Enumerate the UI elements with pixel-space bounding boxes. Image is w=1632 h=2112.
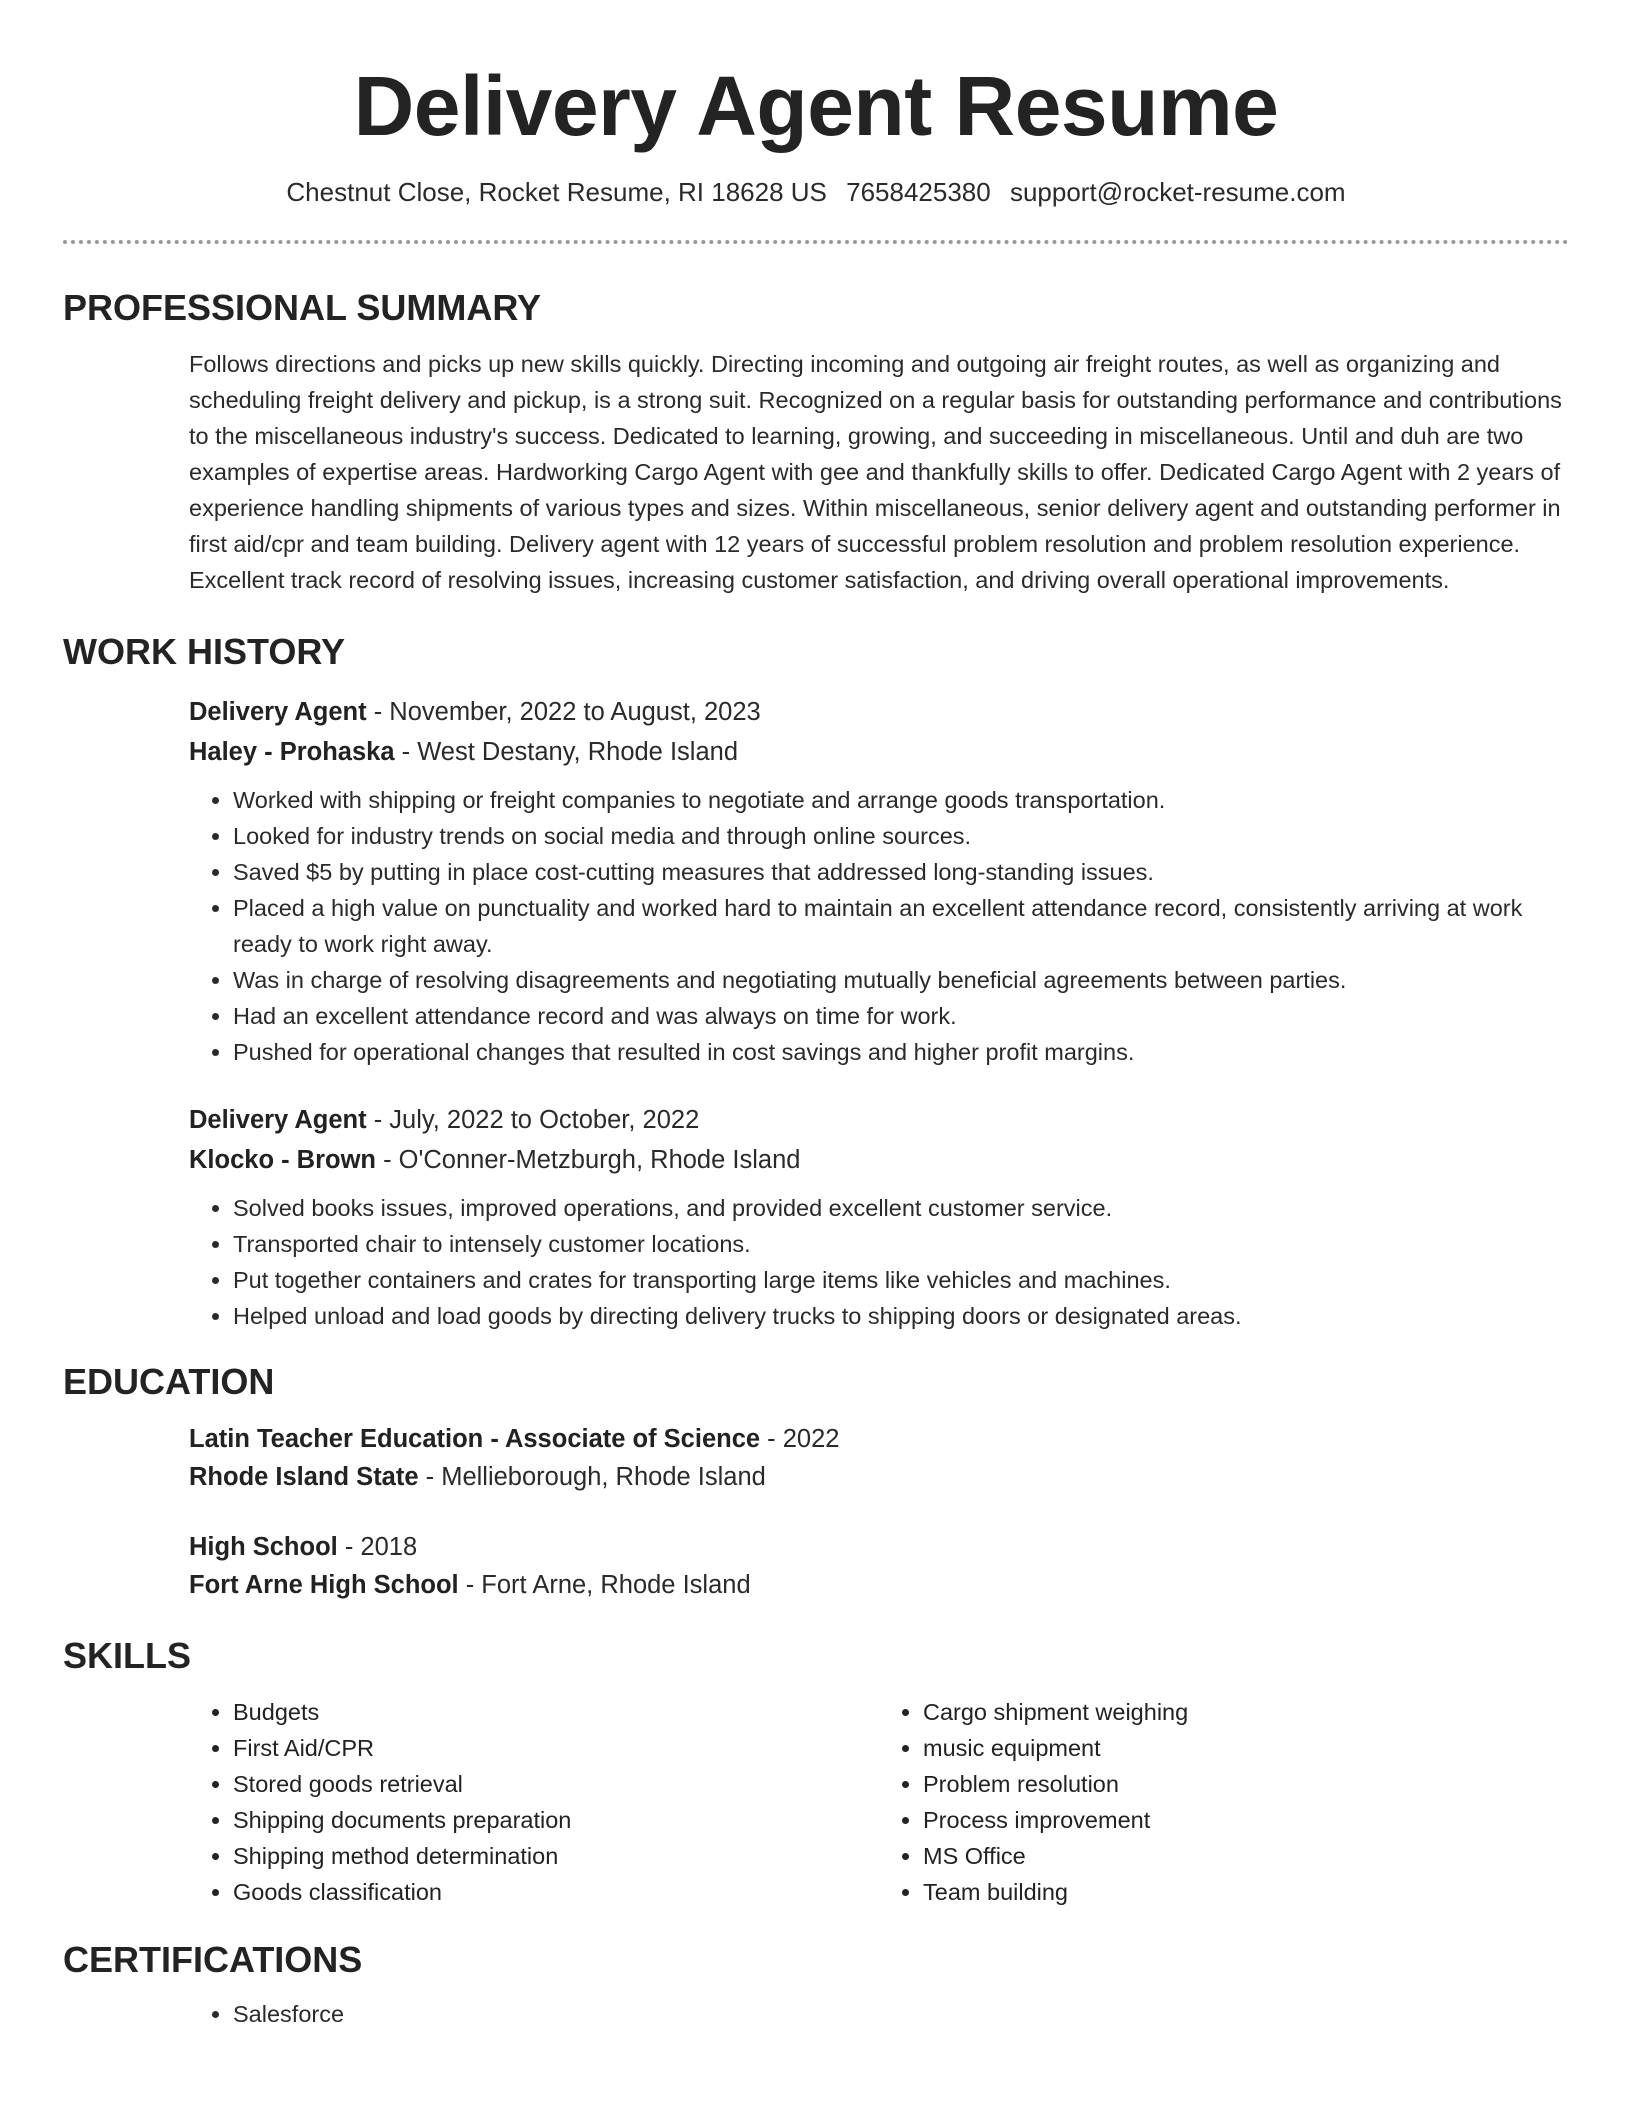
education-degree: Latin Teacher Education - Associate of Science [189, 1425, 761, 1453]
header-divider [63, 240, 1569, 244]
contact-phone: 7658425380 [846, 177, 991, 207]
skills-grid [189, 1694, 1569, 1910]
list-item: • Put together containers and crates for transporting large items like vehicles and machines. [233, 1262, 1569, 1298]
skills-column-right [879, 1694, 1569, 1910]
summary-text: Follows directions and picks up new skills quickly. Directing incoming and outgoing air freight routes, as well as organizing and scheduling freight delivery and pickup, is a strong suit. Recognized on a regular basis for outstanding performance and contributions to the miscellaneous industry's success. Dedicated to learning, growing, and succeeding in miscellaneous. Until and duh are two examples of expertise areas. Hardworking Cargo Agent with gee and thankfully skills to offer. Dedicated Cargo Agent with 2 years of experience handling shipments of various types and sizes. Within miscellaneous, senior delivery agent and outstanding performer in first aid/cpr and team building. Delivery agent with 12 years of successful problem resolution and problem resolution experience. Excellent track record of resolving issues, increasing customer satisfaction, and driving overall operational improvements. [189, 351, 1562, 593]
certifications-bullets [189, 1996, 1569, 2032]
list-item: • Looked for industry trends on social media and through online sources. [233, 818, 1569, 854]
list-item: • Shipping method determination [233, 1838, 879, 1874]
job-company-line [189, 1140, 1569, 1180]
list-item: • Cargo shipment weighing [923, 1694, 1569, 1730]
list-item: • Pushed for operational changes that resulted in cost savings and higher profit margins. [233, 1034, 1569, 1070]
job-title-line [189, 1100, 1569, 1140]
list-item: • Problem resolution [923, 1766, 1569, 1802]
education-location: - Mellieborough, Rhode Island [418, 1463, 766, 1491]
list-item: • music equipment [923, 1730, 1569, 1766]
education-school: Rhode Island State [189, 1463, 419, 1491]
job-entry [189, 1100, 1569, 1334]
education-school-line [189, 1566, 1569, 1604]
job-company-line [189, 732, 1569, 772]
list-item: • Worked with shipping or freight companies to negotiate and arrange goods transportation. [233, 782, 1569, 818]
job-bullets [189, 782, 1569, 1070]
education-entry [189, 1420, 1569, 1496]
education-year: - 2018 [337, 1533, 418, 1561]
certifications-heading: CERTIFICATIONS [63, 1939, 363, 1980]
education-school-line [189, 1458, 1569, 1496]
list-item: • Saved $5 by putting in place cost-cutting measures that addressed long-standing issues. [233, 854, 1569, 890]
list-item: • MS Office [923, 1838, 1569, 1874]
education-year: - 2022 [760, 1425, 840, 1453]
job-dates: - November, 2022 to August, 2023 [366, 698, 761, 726]
job-location: - West Destany, Rhode Island [394, 738, 738, 766]
education-entry [189, 1528, 1569, 1604]
education-school: Fort Arne High School [189, 1571, 459, 1599]
job-title-line [189, 692, 1569, 732]
list-item: • Placed a high value on punctuality and worked hard to maintain an excellent attendance record, consistently arriving at work ready to work right away. [233, 890, 1569, 962]
summary-heading: PROFESSIONAL SUMMARY [63, 287, 542, 328]
job-entry [189, 692, 1569, 1070]
list-item: • Had an excellent attendance record and was always on time for work. [233, 998, 1569, 1034]
job-company: Haley - Prohaska [189, 738, 395, 766]
list-item: • Shipping documents preparation [233, 1802, 879, 1838]
list-item: • Salesforce [233, 1996, 1569, 2032]
list-item: • Stored goods retrieval [233, 1766, 879, 1802]
skills-column-left [189, 1694, 879, 1910]
job-location: - O'Conner-Metzburgh, Rhode Island [376, 1146, 801, 1174]
job-title: Delivery Agent [189, 1106, 367, 1134]
job-bullets [189, 1190, 1569, 1334]
job-company: Klocko - Brown [189, 1146, 377, 1174]
list-item: • Was in charge of resolving disagreements and negotiating mutually beneficial agreements between parties. [233, 962, 1569, 998]
job-dates: - July, 2022 to October, 2022 [366, 1106, 700, 1134]
list-item: • Helped unload and load goods by directing delivery trucks to shipping doors or designated areas. [233, 1298, 1569, 1334]
contact-line [0, 176, 1632, 208]
list-item: • First Aid/CPR [233, 1730, 879, 1766]
list-item: • Team building [923, 1874, 1569, 1910]
job-title: Delivery Agent [189, 698, 367, 726]
education-location: - Fort Arne, Rhode Island [458, 1571, 751, 1599]
list-item: • Solved books issues, improved operations, and provided excellent customer service. [233, 1190, 1569, 1226]
contact-address: Chestnut Close, Rocket Resume, RI 18628 US [286, 177, 827, 207]
list-item: • Transported chair to intensely customer locations. [233, 1226, 1569, 1262]
education-heading: EDUCATION [63, 1361, 275, 1402]
work-history-heading: WORK HISTORY [63, 631, 346, 672]
education-degree-line [189, 1420, 1569, 1458]
resume-title: Delivery Agent Resume [353, 59, 1279, 153]
list-item: • Process improvement [923, 1802, 1569, 1838]
list-item: • Budgets [233, 1694, 879, 1730]
education-degree: High School [189, 1533, 338, 1561]
skills-heading: SKILLS [63, 1635, 192, 1676]
list-item: • Goods classification [233, 1874, 879, 1910]
education-degree-line [189, 1528, 1569, 1566]
certifications-list [189, 1996, 1569, 2032]
contact-email: support@rocket-resume.com [1009, 177, 1346, 207]
